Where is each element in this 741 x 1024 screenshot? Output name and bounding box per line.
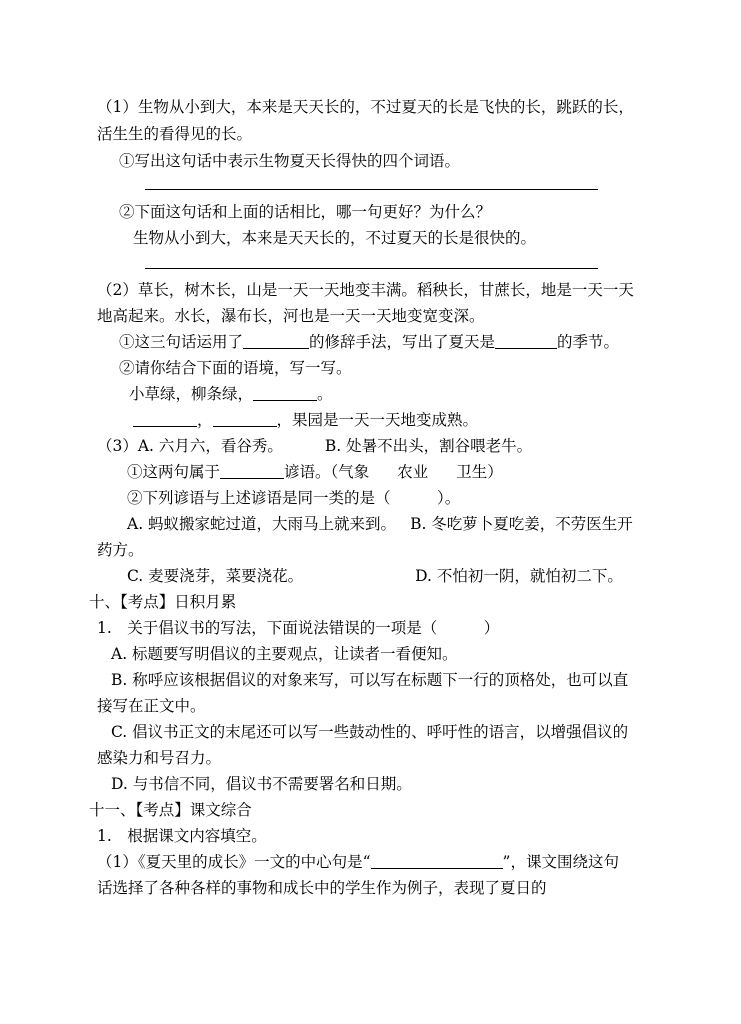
q2-season-blank[interactable] (495, 332, 557, 349)
q1-compare-sentence: 生物从小到大，本来是天天长的，不过夏天的长是很快的。 (133, 229, 537, 247)
q2-rhetoric-blank[interactable] (243, 332, 309, 349)
q3-category-blank[interactable] (220, 462, 284, 479)
section10-option-a[interactable]: A. 标题要写明倡议的主要观点，让读者一看便知。 (111, 645, 458, 663)
q1-passage-line1: （1）生物从小到大，本来是天天长的，不过夏天的长是飞快的长，跳跃的长， (97, 98, 634, 116)
q2-context-blank-2[interactable] (133, 410, 197, 427)
q1-sub2: ②下面这句话和上面的话相比，哪一句更好？为什么？ (119, 203, 492, 221)
q3-proverbs (97, 436, 532, 458)
q1-sub1: ①写出这句话中表示生物夏天长得快的四个词语。 (119, 152, 461, 170)
section10-option-b[interactable]: B. 称呼应该根据倡议的对象来写，可以写在标题下一行的顶格处，也可以直 (111, 671, 629, 689)
q3-sub1-text-a: ①这两句属于 (127, 463, 221, 481)
q1-sub2-answer-line[interactable] (145, 268, 598, 269)
section11-heading: 十一、【考点】课文综合 (89, 801, 252, 819)
q3-sub2: ②下列谚语与上述谚语是同一类的是（ ）。 (127, 489, 461, 507)
q2-context-line2 (133, 410, 478, 432)
q2-context-b-end: ，果园是一天一天地变成熟。 (276, 411, 479, 429)
section11-sub1 (97, 852, 619, 874)
q3-option-d[interactable]: D. 不怕初一阴，就怕初二下。 (415, 567, 623, 585)
q3-option-a[interactable]: A. 蚂蚁搬家蛇过道，大雨马上就来到。 (127, 515, 397, 533)
q2-sub1-text-a: ①这三句话运用了 (119, 333, 244, 351)
q2-sub1-text-b: 的修辞手法，写出了夏天是 (309, 333, 496, 351)
section10-option-b-cont: 接写在正文中。 (97, 697, 206, 715)
q1-sub1-answer-line[interactable] (145, 189, 598, 190)
q3-options-ab (127, 514, 633, 536)
q2-context-line1 (129, 384, 333, 406)
section10-option-d[interactable]: D. 与书信不同，倡议书不需要署名和日期。 (111, 775, 412, 793)
section11-sub1-text-a: （1）《夏天里的成长》一文的中心句是“ (97, 853, 371, 871)
q3-sub1-opt3: 卫生） (456, 463, 503, 481)
q3-sub1-text-b: 谚语。（气象 (284, 463, 370, 481)
q2-sub2: ②请你结合下面的语境，写一写。 (119, 359, 352, 377)
section11-central-sentence-blank[interactable] (371, 852, 503, 869)
q3-option-b-cont: 药方。 (97, 541, 144, 559)
q1-passage-line2: 活生生的看得见的长。 (97, 125, 253, 143)
section11-sub1-cont: 话选择了各种各样的事物和成长中的学生作为例子，表现了夏日的 (97, 879, 547, 897)
section10-option-c-cont: 感染力和号召力。 (97, 749, 222, 767)
q3-option-b[interactable]: B. 冬吃萝卜夏吃姜，不劳医生开 (410, 515, 633, 533)
section10-option-c[interactable]: C. 倡议书正文的末尾还可以写一些鼓动性的、呼吁性的语言，以增强倡议的 (111, 723, 629, 741)
q3-sub1 (127, 462, 503, 484)
q2-passage-line1: （2）草长，树木长，山是一天一天地变丰满。稻秧长，甘蔗长，地是一天一天 (97, 281, 634, 299)
q2-context-sep: ， (197, 411, 213, 429)
q3-proverb-b: B. 处暑不出头，割谷喂老牛。 (324, 437, 533, 455)
q2-sub1 (119, 332, 619, 354)
section11-question: 1. 根据课文内容填空。 (97, 827, 267, 845)
section10-heading: 十、【考点】日积月累 (89, 593, 237, 611)
q3-proverb-a: （3）A. 六月六，看谷秀。 (97, 437, 283, 455)
section10-question: 1. 关于倡议书的写法，下面说法错误的一项是（ ） (97, 619, 500, 637)
q2-context-a: 小草绿，柳条绿， (129, 385, 254, 403)
q2-context-blank-1[interactable] (253, 384, 317, 401)
q2-passage-line2: 地高起来。水长，瀑布长，河也是一天一天地变宽变深。 (97, 307, 485, 325)
q2-context-a-end: 。 (317, 385, 333, 403)
q3-sub1-opt2: 农业 (397, 463, 429, 481)
q2-sub1-text-c: 的季节。 (557, 333, 620, 351)
q3-options-cd (127, 566, 623, 588)
q2-context-blank-3[interactable] (213, 410, 277, 427)
q3-option-c[interactable]: C. 麦要浇芽，菜要浇花。 (127, 567, 304, 585)
section11-sub1-text-b: ”，课文围绕这句 (502, 853, 619, 871)
